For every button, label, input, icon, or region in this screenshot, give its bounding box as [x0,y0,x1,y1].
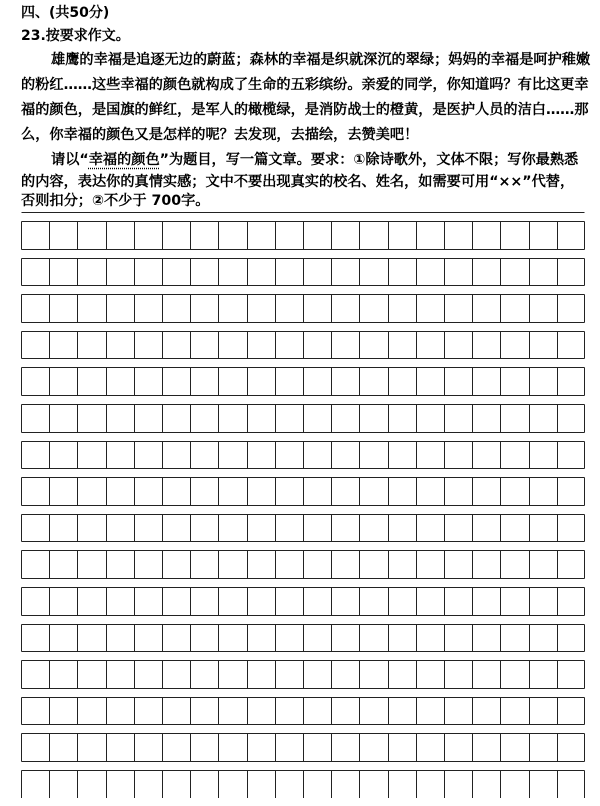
essay-title: 幸福的颜色 [88,152,160,168]
material-line: 福的颜色，是国旗的鲜红，是军人的橄榄绿，是消防战士的橙黄，是医护人员的洁白……那 [21,102,589,118]
question-heading: 23.按要求作文。 [21,28,130,44]
section-heading: 四、(共50分) [21,5,110,21]
writing-grid-lines [21,212,585,798]
writing-grid [21,212,585,798]
instructions-line: 否则扣分；②不少于 700字。 [21,193,210,209]
instructions-line [51,149,578,171]
instructions-line: 的内容，表达你的真情实感；文中不要出现真实的校名、姓名，如需要可用“××”代替， [21,174,575,190]
material-line: 么，你幸福的颜色又是怎样的呢？去发现，去描绘，去赞美吧！ [21,127,419,143]
instructions-text: ”为题目，写一篇文章。要求：①除诗歌外，文体不限；写你最熟悉 [159,152,579,168]
instructions-text: 请以“ [51,152,89,168]
material-line: 的粉红……这些幸福的颜色就构成了生命的五彩缤纷。亲爱的同学，你知道吗？有比这更幸 [21,77,589,93]
material-line: 雄鹰的幸福是追逐无边的蔚蓝；森林的幸福是织就深沉的翠绿；妈妈的幸福是呵护稚嫩 [51,52,591,68]
